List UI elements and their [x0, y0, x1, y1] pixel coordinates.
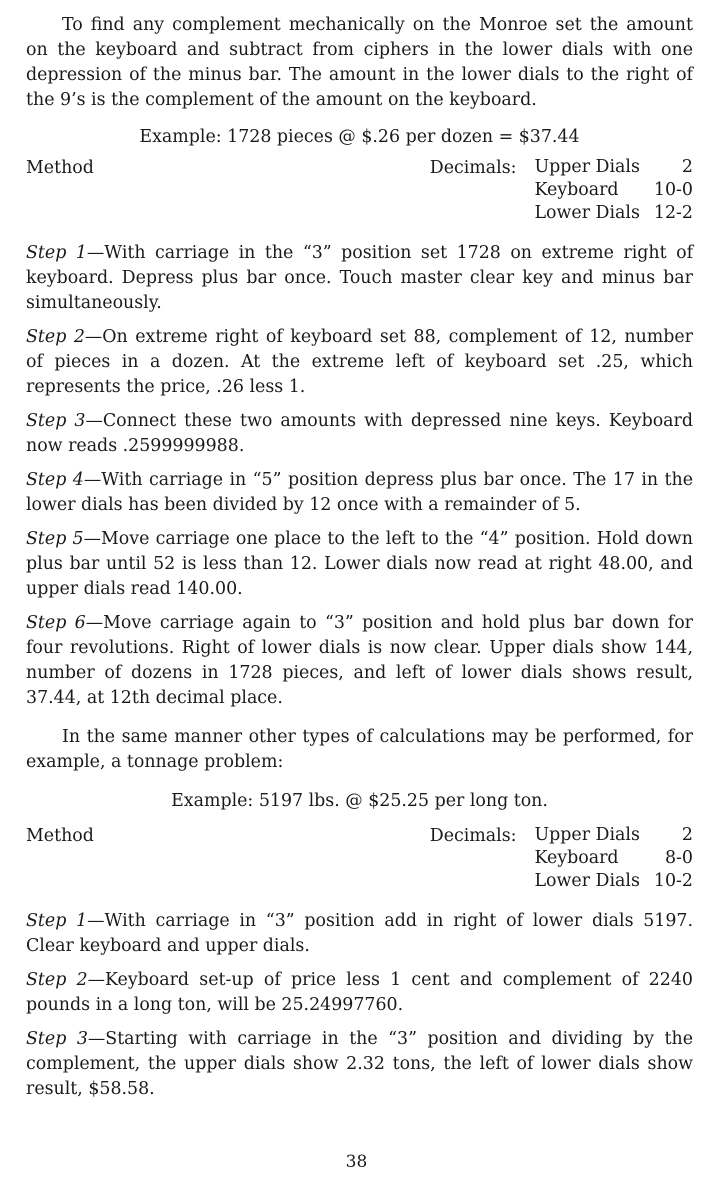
step-paragraph	[26, 325, 693, 400]
step-text: —With carriage in “5” position depress plus bar once. The 17 in the lower dials has been divided by 12 once with a remainder of 5.	[26, 470, 694, 515]
example-2: Example: 5197 lbs. @ $25.25 per long ton.	[171, 791, 548, 811]
decimals-value: 2	[681, 825, 693, 845]
step-text: —With carriage in “3” position add in right of lower dials 5197. Clear keyboard and upper dials.	[26, 911, 693, 956]
decimals-block	[430, 156, 693, 225]
decimals-name: Upper Dials	[534, 157, 640, 177]
decimals-value: 2	[681, 157, 693, 177]
decimals-row	[535, 870, 694, 893]
step-text: —On extreme right of keyboard set 88, complement of 12, number of pieces in a dozen. At the extreme left of keyboard set .25, which represents the price, .26 less 1.	[26, 327, 693, 397]
page-number: 38	[345, 1152, 368, 1172]
document-page	[26, 13, 693, 1102]
step-text: —Move carriage one place to the left to the “4” position. Hold down plus bar until 52 is less than 12. Lower dials now read at right 48.00, and upper dials read 140.00.	[26, 529, 693, 599]
method-label: Method	[26, 158, 94, 178]
decimals-table	[535, 824, 694, 893]
method-label: Method	[26, 826, 94, 846]
decimals-row	[535, 847, 694, 870]
decimals-value: 12-2	[653, 203, 693, 223]
decimals-row	[535, 202, 694, 225]
decimals-row	[535, 824, 694, 847]
step-label: Step 2	[26, 970, 88, 990]
step-label: Step 4	[26, 470, 84, 490]
step-paragraph	[26, 1027, 693, 1102]
decimals-value: 8-0	[664, 848, 693, 868]
steps-section-1	[26, 241, 693, 711]
step-paragraph	[26, 468, 693, 518]
decimals-name: Lower Dials	[534, 203, 640, 223]
decimals-table	[535, 156, 694, 225]
steps-section-2	[26, 909, 693, 1102]
step-label: Step 2	[26, 327, 85, 347]
decimals-name: Keyboard	[534, 180, 619, 200]
step-label: Step 1	[26, 911, 88, 931]
decimals-row	[535, 179, 694, 202]
step-label: Step 3	[26, 1029, 88, 1049]
step-paragraph	[26, 909, 693, 959]
step-label: Step 5	[26, 529, 84, 549]
decimals-block	[430, 824, 693, 893]
decimals-name: Lower Dials	[534, 871, 640, 891]
step-text: —Keyboard set-up of price less 1 cent and complement of 2240 pounds in a long ton, will be 25.24997760.	[26, 970, 693, 1015]
step-label: Step 6	[26, 613, 86, 633]
step-text: —Connect these two amounts with depressed nine keys. Keyboard now reads .2599999988.	[26, 411, 693, 456]
step-paragraph	[26, 527, 693, 602]
method-block-2	[26, 824, 693, 893]
step-label: Step 1	[26, 243, 87, 263]
decimals-value: 10-2	[653, 871, 693, 891]
decimals-label: Decimals:	[429, 158, 517, 178]
example-1: Example: 1728 pieces @ $.26 per dozen = $37.44	[139, 127, 580, 147]
step-text: —Move carriage again to “3” position and hold plus bar down for four revolutions. Right of lower dials is now clear. Upper dials show 144, number of dozens in 1728 pieces, and left of lower dials shows result, 37.44, at 12th decimal place.	[26, 613, 693, 708]
decimals-label: Decimals:	[429, 826, 517, 846]
decimals-row	[535, 156, 694, 179]
decimals-name: Keyboard	[534, 848, 619, 868]
step-text: —With carriage in the “3” position set 1728 on extreme right of keyboard. Depress plus bar once. Touch master clear key and minus bar simultaneously.	[26, 243, 694, 313]
step-paragraph	[26, 611, 693, 711]
method-block-1	[26, 156, 693, 225]
step-label: Step 3	[26, 411, 86, 431]
step-paragraph	[26, 409, 693, 459]
transition-paragraph: In the same manner other types of calculations may be performed, for example, a tonnage problem:	[26, 727, 693, 772]
step-paragraph	[26, 968, 693, 1018]
step-paragraph	[26, 241, 693, 316]
decimals-value: 10-0	[653, 180, 693, 200]
decimals-name: Upper Dials	[534, 825, 640, 845]
intro-paragraph: To find any complement mechanically on the Monroe set the amount on the keyboard and subtract from ciphers in the lower dials with one depression of the minus bar. The amount in the lower dials to the right of the 9’s is the complement of the amount on the keyboard.	[26, 15, 693, 110]
step-text: —Starting with carriage in the “3” position and dividing by the complement, the upper dials show 2.32 tons, the left of lower dials show result, $58.58.	[26, 1029, 693, 1099]
